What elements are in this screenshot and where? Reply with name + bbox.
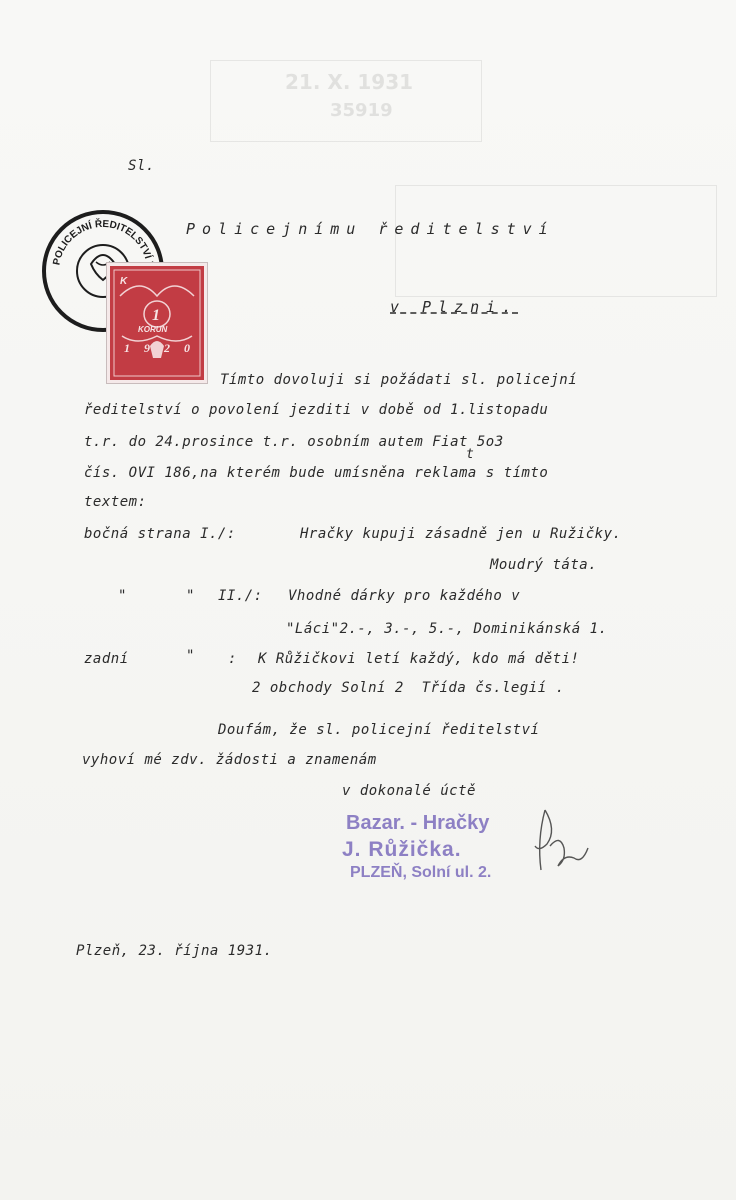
closing-line-2: vyhoví mé zdv. žádosti a znamenám	[82, 752, 377, 768]
received-stamp-date: 21. X. 1931	[285, 70, 414, 94]
revenue-stamp-art	[110, 266, 204, 380]
addressee-line1: Policejnímu ředitelství	[186, 220, 555, 238]
salutation: Sl.	[128, 158, 155, 174]
ad-rear-label: zadní	[84, 651, 129, 667]
ad-side1-label: bočná strana I./:	[84, 526, 236, 542]
revenue-stamp-unit: KORUN	[138, 325, 168, 334]
ad-side2-cont: "Láci"2.-, 3.-, 5.-, Dominikánská 1.	[286, 621, 608, 637]
business-stamp-line3: PLZEŇ, Solní ul. 2.	[350, 864, 492, 881]
business-stamp-line1: Bazar. - Hračky	[346, 812, 490, 834]
revenue-stamp-top: K	[120, 276, 128, 287]
ad-side1-cont: Moudrý táta.	[490, 557, 598, 573]
business-stamp-line2: J. Růžička.	[342, 838, 462, 861]
ad-rear-cont: 2 obchody Solní 2 Třída čs.legií .	[252, 680, 565, 696]
ad-side2-label: II./:	[218, 588, 263, 604]
revenue-stamp-value: 1	[152, 307, 160, 324]
addressee-line2: v Plzni.	[390, 298, 519, 316]
ad-side2-ditto2: "	[186, 588, 195, 604]
body-line-3: t.r. do 24.prosince t.r. osobním autem Fiat 5o3	[84, 434, 504, 450]
ad-rear-colon: :	[228, 651, 237, 667]
ad-side2-text: Vhodné dárky pro každého v	[288, 588, 521, 604]
body-line-4: čís. OVI 186,na kterém bude umísněna reklama s tímto	[84, 465, 549, 481]
ad-rear-text: K Růžičkovi letí každý, kdo má děti!	[258, 651, 580, 667]
revenue-stamp-year: 1920	[124, 341, 204, 355]
police-seal-text: POLICEJNÍ ŘEDITELSTVÍ	[51, 218, 154, 267]
body-line-1: Tímto dovoluji si požádati sl. policejní	[220, 372, 578, 388]
faint-form-box	[395, 185, 717, 297]
closing-line-3: v dokonalé úctě	[342, 783, 476, 799]
ad-side2-ditto1: "	[118, 588, 127, 604]
body-line-5: textem:	[84, 494, 147, 510]
body-line-2: ředitelství o povolení jezditi v době od 1.listopadu	[84, 402, 549, 418]
place-date: Plzeň, 23. října 1931.	[76, 943, 273, 959]
ad-rear-ditto: "	[186, 648, 195, 664]
ad-side1-text: Hračky kupuji zásadně jen u Ružičky.	[300, 526, 622, 542]
handwritten-signature	[510, 798, 600, 888]
received-stamp-number: 35919	[330, 100, 393, 121]
closing-line-1: Doufám, že sl. policejní ředitelství	[218, 722, 540, 738]
insertion-mark: t	[466, 447, 475, 462]
revenue-stamp	[107, 263, 207, 383]
